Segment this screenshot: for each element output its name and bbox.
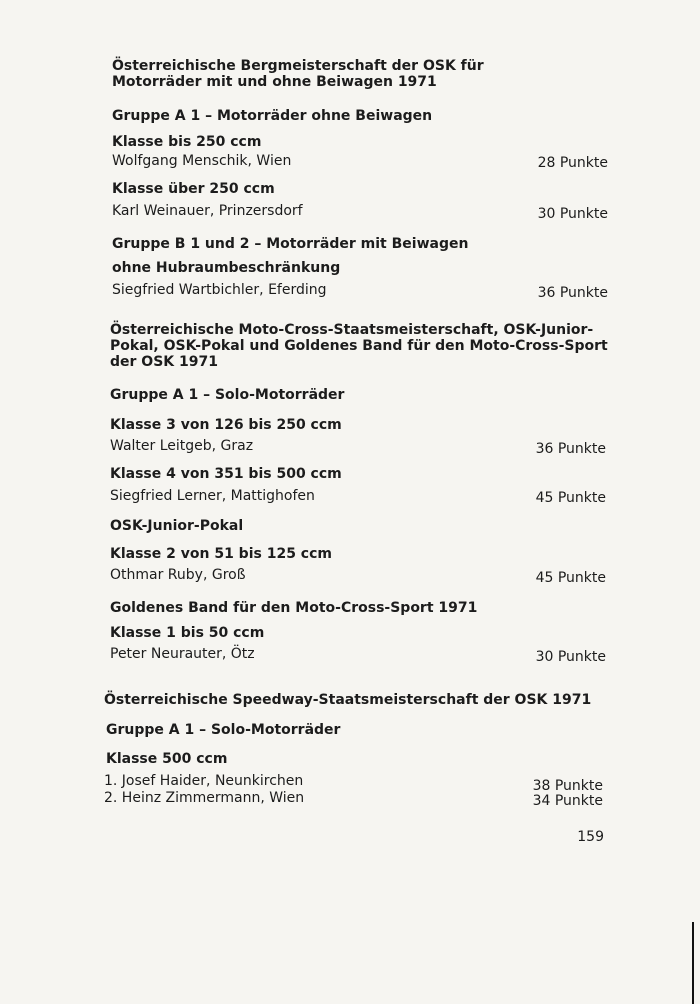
winner-points: 36 Punkte	[537, 285, 608, 301]
winner-points: 30 Punkte	[535, 649, 606, 665]
section-title-line: Österreichische Bergmeisterschaft der OSK für	[112, 58, 484, 74]
group-heading: Gruppe B 1 und 2 – Motorräder mit Beiwagen	[112, 236, 469, 252]
group-heading: Gruppe A 1 – Solo-Motorräder	[110, 387, 345, 403]
section-title-line: der OSK 1971	[110, 354, 218, 370]
winner-name: Karl Weinauer, Prinzersdorf	[112, 203, 303, 219]
group-heading: Gruppe A 1 – Motorräder ohne Beiwagen	[112, 108, 433, 124]
class-heading: Klasse bis 250 ccm	[112, 134, 262, 150]
section-title-line: Pokal, OSK-Pokal und Goldenes Band für den Moto-Cross-Sport	[110, 338, 608, 354]
group-heading: ohne Hubraumbeschränkung	[112, 260, 341, 276]
result-row-points: 38 Punkte	[532, 778, 603, 794]
winner-name: Peter Neurauter, Ötz	[110, 646, 255, 662]
class-heading: Klasse 2 von 51 bis 125 ccm	[110, 546, 332, 562]
scan-edge-line	[692, 922, 694, 1004]
result-row-name: 2. Heinz Zimmermann, Wien	[104, 790, 305, 806]
result-row-name: 1. Josef Haider, Neunkirchen	[104, 773, 304, 789]
result-row-points: 34 Punkte	[532, 793, 603, 809]
page-number: 159	[577, 829, 604, 845]
class-heading: Klasse 4 von 351 bis 500 ccm	[110, 466, 342, 482]
class-heading: Klasse 500 ccm	[106, 751, 228, 767]
group-heading: Gruppe A 1 – Solo-Motorräder	[106, 722, 341, 738]
winner-points: 30 Punkte	[537, 206, 608, 222]
section-title-line: Motorräder mit und ohne Beiwagen 1971	[112, 74, 437, 90]
winner-name: Siegfried Lerner, Mattighofen	[110, 488, 315, 504]
group-heading: Goldenes Band für den Moto-Cross-Sport 1971	[110, 600, 478, 616]
winner-points: 36 Punkte	[535, 441, 606, 457]
winner-name: Wolfgang Menschik, Wien	[112, 153, 292, 169]
class-heading: Klasse 1 bis 50 ccm	[110, 625, 265, 641]
winner-points: 28 Punkte	[537, 155, 608, 171]
section-title-line: Österreichische Speedway-Staatsmeisterschaft der OSK 1971	[104, 692, 592, 708]
group-heading: OSK-Junior-Pokal	[110, 518, 244, 534]
winner-points: 45 Punkte	[535, 570, 606, 586]
winner-name: Othmar Ruby, Groß	[110, 567, 246, 583]
class-heading: Klasse 3 von 126 bis 250 ccm	[110, 417, 342, 433]
winner-name: Walter Leitgeb, Graz	[110, 438, 254, 454]
section-title-line: Österreichische Moto-Cross-Staatsmeisterschaft, OSK-Junior-	[110, 322, 594, 338]
winner-points: 45 Punkte	[535, 490, 606, 506]
winner-name: Siegfried Wartbichler, Eferding	[112, 282, 327, 298]
class-heading: Klasse über 250 ccm	[112, 181, 275, 197]
